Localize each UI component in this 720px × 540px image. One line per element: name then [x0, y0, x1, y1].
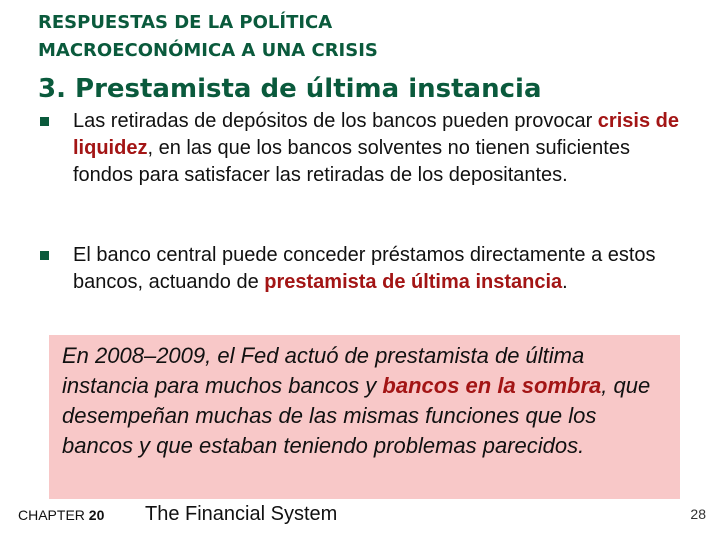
- footer-chapter: [18, 505, 104, 525]
- callout-text-before: En 2008–2009, el Fed actuó de prestamista de última instancia para muchos bancos y: [62, 343, 585, 398]
- callout-text: [62, 341, 672, 461]
- bullet-highlight: prestamista de última instancia: [264, 271, 563, 293]
- header-title-line2: MACROECONÓMICA A UNA CRISIS: [38, 40, 378, 61]
- chapter-number: 20: [88, 507, 105, 523]
- bullet-text: [73, 108, 680, 189]
- bullet-text-after: , en las que los bancos solventes no tienen suficientes fondos para satisfacer las retiradas de los depositantes.: [73, 137, 630, 186]
- chapter-label: CHAPTER: [18, 507, 85, 523]
- bullet-text-after: .: [562, 271, 568, 293]
- bullet-text-before: El banco central puede conceder préstamos directamente a estos bancos, actuando de: [73, 244, 656, 293]
- callout-box: [49, 335, 680, 499]
- section-title: 3. Prestamista de última instancia: [38, 74, 542, 104]
- bullet-text-before: Las retiradas de depósitos de los bancos pueden provocar: [73, 110, 598, 132]
- bullet-item: [40, 242, 680, 296]
- square-bullet-icon: [40, 251, 49, 260]
- bullet-highlight: crisis de liquidez: [73, 110, 679, 159]
- bullet-item: [40, 108, 680, 189]
- callout-highlight: bancos en la sombra: [382, 373, 602, 398]
- footer-course-title: The Financial System: [145, 503, 338, 525]
- header-title-line1: RESPUESTAS DE LA POLÍTICA: [38, 12, 333, 33]
- callout-text-after: , que desempeñan muchas de las mismas funciones que los bancos y que estaban teniendo problemas parecidos.: [62, 373, 651, 458]
- page-number: 28: [690, 506, 706, 522]
- bullet-text: [73, 242, 680, 296]
- square-bullet-icon: [40, 117, 49, 126]
- slide-header: [38, 9, 598, 65]
